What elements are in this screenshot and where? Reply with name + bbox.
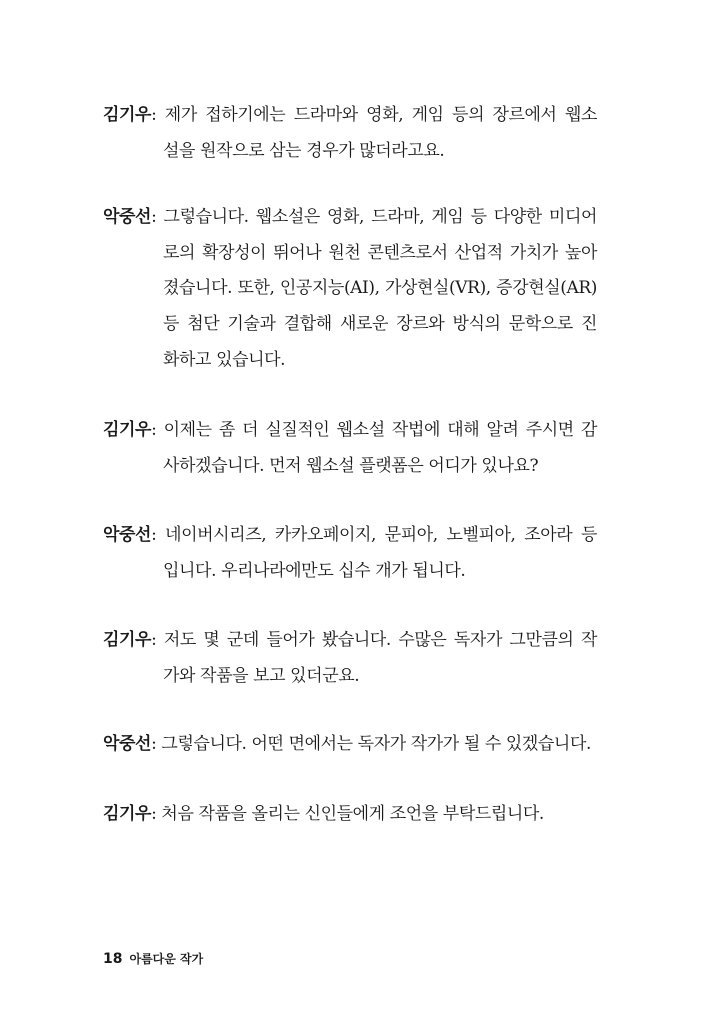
dialogue-entry	[103, 413, 597, 484]
speaker-name: 김기우	[103, 105, 152, 125]
dialogue-line: 로의 확장성이 뛰어나 원천 콘텐츠로서 산업적 가치가 높아	[163, 242, 597, 263]
dialogue-text: 그렇습니다. 웹소설은 영화, 드라마, 게임 등 다양한 미디어	[163, 207, 597, 227]
dialogue-text: 처음 작품을 올리는 신인들에게 조언을 부탁드립니다.	[161, 804, 544, 824]
dialogue-line	[103, 98, 597, 134]
dialogue-text: 저도 몇 군데 들어가 봤습니다. 수많은 독자가 그만큼의 작	[163, 630, 597, 650]
dialogue-line: 입니다. 우리나라에만도 십수 개가 됩니다.	[163, 560, 466, 581]
dialogue-line	[103, 518, 597, 554]
book-title: 아름다운 작가	[129, 952, 204, 966]
speaker-separator: :	[151, 525, 157, 545]
dialogue-entry	[103, 727, 597, 763]
dialogue-text: 제가 접하기에는 드라마와 영화, 게임 등의 장르에서 웹소	[164, 105, 597, 125]
page-footer	[103, 948, 203, 968]
dialogue-line: 설을 원작으로 삼는 경우가 많더라고요.	[163, 140, 445, 161]
speaker-name: 김기우	[103, 804, 152, 824]
dialogue-entry	[103, 797, 597, 833]
dialogue-line: 화하고 있습니다.	[163, 349, 286, 370]
speaker-separator: :	[151, 734, 157, 754]
speaker-separator: :	[151, 630, 157, 650]
speaker-separator: :	[151, 207, 157, 227]
dialogue-text: 네이버시리즈, 카카오페이지, 문피아, 노벨피아, 조아라 등	[165, 525, 597, 545]
page-number: 18	[103, 951, 123, 967]
dialogue-line	[103, 623, 597, 659]
speaker-name: 김기우	[103, 420, 152, 440]
dialogue-line: 가와 작품을 보고 있더군요.	[163, 665, 360, 686]
dialogue-line	[103, 797, 597, 833]
dialogue-line: 졌습니다. 또한, 인공지능(AI), 가상현실(VR), 증강현실(AR)	[163, 278, 597, 299]
speaker-name: 악중선	[103, 734, 152, 754]
dialogue-line: 사하겠습니다. 먼저 웹소설 플랫폼은 어디가 있나요?	[163, 455, 539, 476]
speaker-separator: :	[151, 420, 157, 440]
dialogue-line: 등 첨단 기술과 결합해 새로운 장르와 방식의 문학으로 진	[163, 314, 597, 335]
dialogue-line	[103, 727, 597, 763]
speaker-separator: :	[151, 804, 157, 824]
dialogue-entry	[103, 623, 597, 694]
dialogue-text: 그렇습니다. 어떤 면에서는 독자가 작가가 될 수 있겠습니다.	[161, 734, 591, 754]
dialogue-text: 이제는 좀 더 실질적인 웹소설 작법에 대해 알려 주시면 감	[163, 420, 597, 440]
dialogue-line	[103, 413, 597, 449]
speaker-separator: :	[151, 105, 157, 125]
dialogue-line	[103, 200, 597, 236]
speaker-name: 김기우	[103, 630, 152, 650]
dialogue-entry	[103, 200, 597, 378]
speaker-name: 악중선	[103, 525, 152, 545]
dialogue-entry	[103, 518, 597, 589]
dialogue-entry	[103, 98, 597, 169]
speaker-name: 악중선	[103, 207, 152, 227]
